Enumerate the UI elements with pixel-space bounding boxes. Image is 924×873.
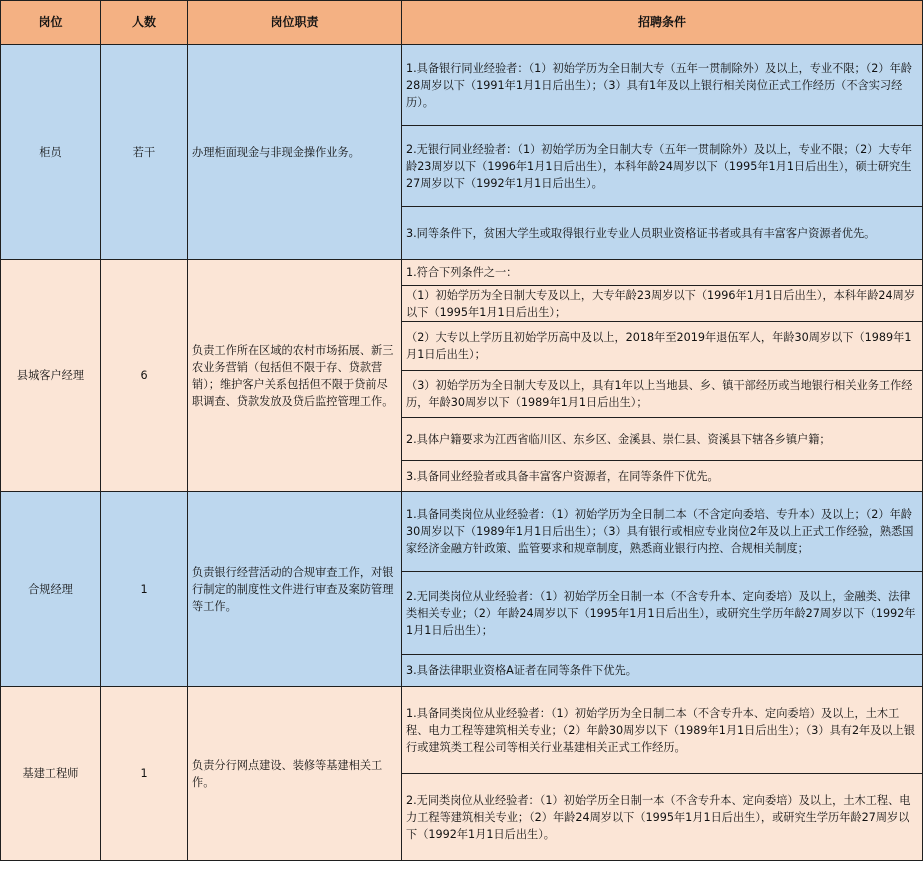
- count-cell: 若干: [101, 45, 188, 260]
- condition-text: 2.无银行同业经验者：（1）初始学历为全日制大专（五年一贯制除外）及以上，专业不限；（2）大专年龄23周岁以下（1996年1月1日后出生），本科年龄24周岁以下（1995年1月1日后出生），硕士研究生27周岁以下（1992年1月1日后出生）。: [406, 142, 912, 190]
- duties-cell: [188, 260, 402, 492]
- duties-text: 负责银行经营活动的合规审查工作，对银行制定的制度性文件进行审查及案防管理等工作。: [192, 565, 394, 613]
- duties-text: 负责工作所在区域的农村市场拓展、新三农业务营销（包括但不限于存、贷款营销）；维护客户关系包括但不限于贷前尽职调查、贷款发放及贷后监控管理工作。: [192, 343, 394, 408]
- condition-text: 3.具备同业经验者或具备丰富客户资源者，在同等条件下优先。: [406, 469, 719, 483]
- condition-text: 1.具备同类岗位从业经验者：（1）初始学历为全日制二本（不含专升本、定向委培）及以上，土木工程、电力工程等建筑相关专业；（2）年龄30周岁以下（1989年1月1日后出生）；（3）具有2年及以上银行或建筑类工程公司等相关行业基建相关正式工作经历。: [406, 706, 915, 754]
- duties-cell: [188, 492, 402, 687]
- count-cell: 6: [101, 260, 188, 492]
- duties-text: 办理柜面现金与非现金操作业务。: [192, 145, 360, 159]
- position-cell: 合规经理: [0, 492, 101, 687]
- condition-cell: [402, 572, 923, 655]
- condition-cell: [402, 371, 923, 418]
- position-cell: 基建工程师: [0, 687, 101, 861]
- condition-cell: [402, 126, 923, 207]
- condition-cell: [402, 461, 923, 492]
- condition-cell: [402, 286, 923, 322]
- count-cell: 1: [101, 687, 188, 861]
- condition-text: 1.具备同类岗位从业经验者：（1）初始学历为全日制二本（不含定向委培、专升本）及以上；（2）年龄30周岁以下（1989年1月1日后出生）；（3）具有银行或相应专业岗位2年及以上正式工作经验，熟悉国家经济金融方针政策、监管要求和规章制度，熟悉商业银行内控、合规相关制度；: [406, 508, 914, 555]
- condition-cell: [402, 492, 923, 572]
- header-requirements: 招聘条件: [402, 0, 923, 45]
- condition-cell: [402, 322, 923, 371]
- condition-cell: [402, 45, 923, 126]
- condition-text: 1.具备银行同业经验者：（1）初始学历为全日制大专（五年一贯制除外）及以上，专业不限；（2）年龄28周岁以下（1991年1月1日后出生）；（3）具有1年及以上银行相关岗位正式工作经历（不含实习经历）。: [406, 61, 912, 109]
- header-position: 岗位: [0, 0, 101, 45]
- condition-cell: [402, 207, 923, 260]
- condition-text: 2.无同类岗位从业经验者：（1）初始学历全日制一本（不含专升本、定向委培）及以上，金融类、法律类相关专业；（2）年龄24周岁以下（1995年1月1日后出生），或研究生学历年龄27周岁以下（1992年1月1日后出生）；: [406, 589, 916, 637]
- condition-text: 3.同等条件下，贫困大学生或取得银行业专业人员职业资格证书者或具有丰富客户资源者优先。: [406, 226, 876, 240]
- condition-text: （2）大专以上学历且初始学历高中及以上，2018年至2019年退伍军人，年龄30周岁以下（1989年1月1日后出生）；: [406, 331, 912, 361]
- condition-cell: [402, 260, 923, 286]
- condition-text: 3.具备法律职业资格A证者在同等条件下优先。: [406, 664, 637, 677]
- duties-text: 负责分行网点建设、装修等基建相关工作。: [192, 758, 383, 789]
- duties-cell: [188, 45, 402, 260]
- condition-cell: [402, 418, 923, 461]
- condition-cell: [402, 687, 923, 774]
- condition-text: （1）初始学历为全日制大专及以上，大专年龄23周岁以下（1996年1月1日后出生），本科年龄24周岁以下（1995年1月1日后出生）；: [406, 288, 916, 319]
- count-cell: 1: [101, 492, 188, 687]
- condition-cell: [402, 774, 923, 861]
- position-cell: 县城客户经理: [0, 260, 101, 492]
- condition-text: （3）初始学历为全日制大专及以上，具有1年以上当地县、乡、镇干部经历或当地银行相关业务工作经历，年龄30周岁以下（1989年1月1日后出生）；: [406, 379, 913, 409]
- position-cell: 柜员: [0, 45, 101, 260]
- header-duties: 岗位职责: [188, 0, 402, 45]
- condition-cell: [402, 655, 923, 687]
- condition-text: 1.符合下列条件之一：: [406, 266, 518, 279]
- header-count: 人数: [101, 0, 188, 45]
- duties-cell: [188, 687, 402, 861]
- condition-text: 2.具体户籍要求为江西省临川区、东乡区、金溪县、崇仁县、资溪县下辖各乡镇户籍；: [406, 432, 831, 446]
- condition-text: 2.无同类岗位从业经验者：（1）初始学历全日制一本（不含专升本、定向委培）及以上，土木工程、电力工程等建筑相关专业；（2）年龄24周岁以下（1995年1月1日后出生），或研究生学历年龄27周岁以下（1992年1月1日后出生）。: [406, 793, 911, 841]
